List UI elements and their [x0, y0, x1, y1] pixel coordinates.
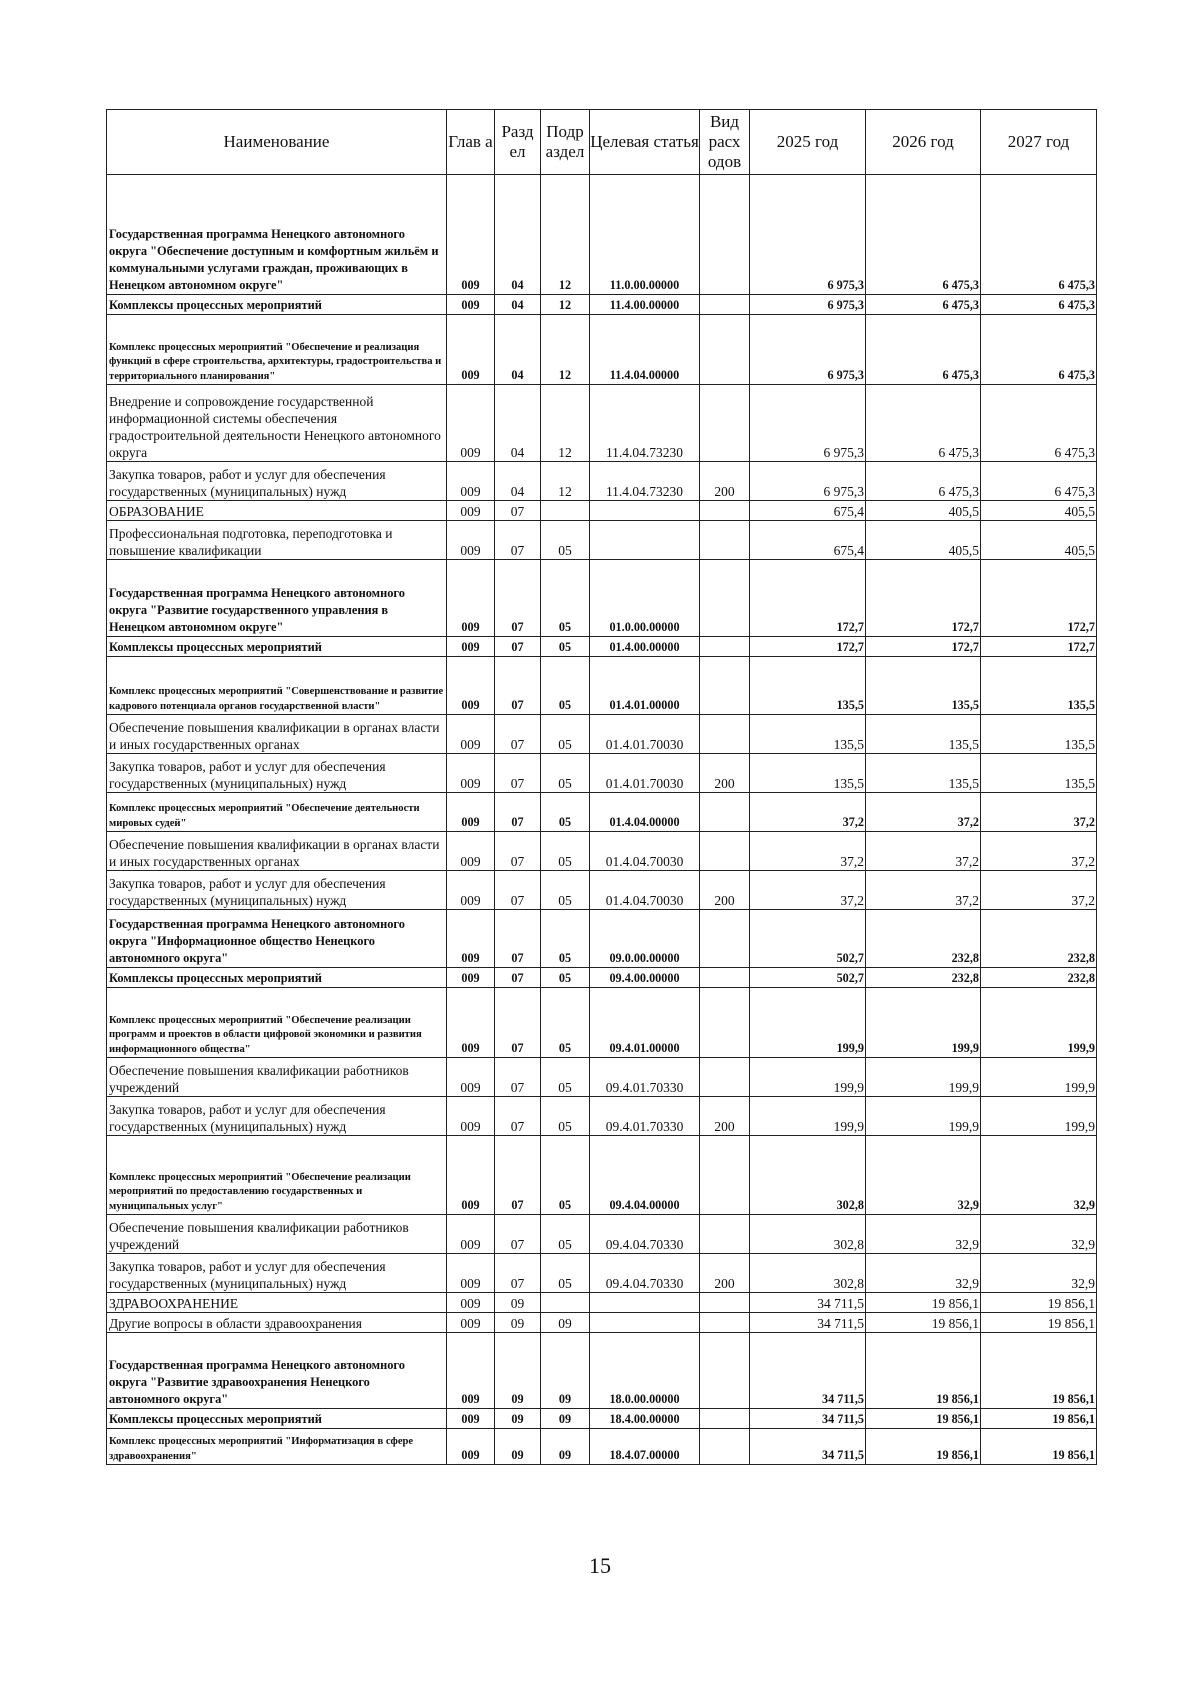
row-podrazdel: [541, 1293, 590, 1313]
row-glava: 009: [447, 637, 495, 657]
row-razdel: 09: [495, 1429, 541, 1465]
row-value-2025: 302,8: [750, 1215, 866, 1254]
row-value-2027: 6 475,3: [981, 385, 1097, 462]
row-razdel: 07: [495, 988, 541, 1058]
row-target-article: 01.4.01.70030: [590, 715, 700, 754]
row-expense-type: [700, 1333, 750, 1409]
row-value-2025: 34 711,5: [750, 1313, 866, 1333]
table-row: [107, 910, 1097, 968]
row-podrazdel: 05: [541, 871, 590, 910]
row-target-article: 18.4.00.00000: [590, 1409, 700, 1429]
row-value-2025: 172,7: [750, 560, 866, 637]
row-expense-type: 200: [700, 754, 750, 793]
row-value-2026: 37,2: [866, 871, 981, 910]
table-row: [107, 1136, 1097, 1215]
row-expense-type: [700, 988, 750, 1058]
row-name: Комплекс процессных мероприятий "Обеспечение деятельности мировых судей": [107, 793, 447, 832]
row-value-2025: 6 975,3: [750, 175, 866, 295]
row-value-2025: 502,7: [750, 910, 866, 968]
table-row: [107, 521, 1097, 560]
row-expense-type: [700, 1293, 750, 1313]
row-value-2025: 135,5: [750, 754, 866, 793]
row-razdel: 07: [495, 1058, 541, 1097]
row-value-2025: 37,2: [750, 871, 866, 910]
row-expense-type: [700, 560, 750, 637]
table-row: [107, 1058, 1097, 1097]
row-value-2026: 6 475,3: [866, 315, 981, 385]
row-podrazdel: 09: [541, 1333, 590, 1409]
row-razdel: 04: [495, 462, 541, 501]
row-expense-type: [700, 1215, 750, 1254]
row-podrazdel: 05: [541, 754, 590, 793]
row-value-2027: 32,9: [981, 1254, 1097, 1293]
row-razdel: 07: [495, 560, 541, 637]
row-glava: 009: [447, 1409, 495, 1429]
table-row: [107, 560, 1097, 637]
row-value-2027: 32,9: [981, 1136, 1097, 1215]
row-name: Закупка товаров, работ и услуг для обеспечения государственных (муниципальных) нужд: [107, 1097, 447, 1136]
row-expense-type: [700, 1409, 750, 1429]
header-2026: 2026 год: [866, 110, 981, 175]
row-expense-type: [700, 657, 750, 715]
row-value-2025: 34 711,5: [750, 1333, 866, 1409]
row-value-2027: 172,7: [981, 637, 1097, 657]
row-podrazdel: 12: [541, 175, 590, 295]
row-podrazdel: 05: [541, 832, 590, 871]
row-target-article: 09.4.01.70330: [590, 1058, 700, 1097]
row-expense-type: [700, 832, 750, 871]
table-row: [107, 501, 1097, 521]
row-glava: 009: [447, 1058, 495, 1097]
row-razdel: 07: [495, 657, 541, 715]
row-razdel: 09: [495, 1313, 541, 1333]
row-value-2026: 19 856,1: [866, 1429, 981, 1465]
row-value-2027: 37,2: [981, 832, 1097, 871]
row-expense-type: [700, 385, 750, 462]
row-target-article: 01.4.00.00000: [590, 637, 700, 657]
row-value-2025: 34 711,5: [750, 1429, 866, 1465]
row-glava: 009: [447, 910, 495, 968]
header-razdel: Разд ел: [495, 110, 541, 175]
row-razdel: 07: [495, 1097, 541, 1136]
row-podrazdel: 05: [541, 637, 590, 657]
row-value-2025: 172,7: [750, 637, 866, 657]
row-name: Обеспечение повышения квалификации работников учреждений: [107, 1058, 447, 1097]
table-row: [107, 1333, 1097, 1409]
table-row: [107, 1313, 1097, 1333]
table-row: [107, 871, 1097, 910]
row-razdel: 04: [495, 315, 541, 385]
row-name: Комплекс процессных мероприятий "Информатизация в сфере здравоохранения": [107, 1429, 447, 1465]
row-glava: 009: [447, 560, 495, 637]
row-glava: 009: [447, 1215, 495, 1254]
row-podrazdel: 12: [541, 385, 590, 462]
row-value-2026: 405,5: [866, 521, 981, 560]
row-podrazdel: 12: [541, 462, 590, 501]
row-expense-type: [700, 295, 750, 315]
table-row: [107, 988, 1097, 1058]
row-glava: 009: [447, 462, 495, 501]
row-expense-type: [700, 715, 750, 754]
header-target-article: Целевая статья: [590, 110, 700, 175]
row-value-2027: 135,5: [981, 715, 1097, 754]
table-row: [107, 315, 1097, 385]
header-glava: Глав а: [447, 110, 495, 175]
row-target-article: 18.0.00.00000: [590, 1333, 700, 1409]
row-razdel: 04: [495, 175, 541, 295]
row-podrazdel: 09: [541, 1313, 590, 1333]
table-header-row: [107, 110, 1097, 175]
row-value-2026: 232,8: [866, 968, 981, 988]
row-value-2026: 32,9: [866, 1136, 981, 1215]
budget-table: [106, 109, 1097, 1465]
row-value-2026: 135,5: [866, 754, 981, 793]
row-target-article: 09.0.00.00000: [590, 910, 700, 968]
row-value-2025: 34 711,5: [750, 1409, 866, 1429]
row-expense-type: [700, 910, 750, 968]
table-row: [107, 1254, 1097, 1293]
row-value-2025: 135,5: [750, 715, 866, 754]
row-razdel: 07: [495, 871, 541, 910]
row-target-article: [590, 521, 700, 560]
row-glava: 009: [447, 501, 495, 521]
row-value-2027: 232,8: [981, 968, 1097, 988]
row-target-article: 11.4.04.73230: [590, 462, 700, 501]
header-podrazdel: Подр аздел: [541, 110, 590, 175]
row-target-article: [590, 501, 700, 521]
row-podrazdel: 05: [541, 715, 590, 754]
row-target-article: 01.4.01.00000: [590, 657, 700, 715]
row-name: Комплексы процессных мероприятий: [107, 637, 447, 657]
row-value-2025: 37,2: [750, 793, 866, 832]
row-value-2025: 199,9: [750, 1058, 866, 1097]
table-row: [107, 968, 1097, 988]
row-target-article: 11.4.00.00000: [590, 295, 700, 315]
row-glava: 009: [447, 988, 495, 1058]
row-podrazdel: 12: [541, 295, 590, 315]
row-target-article: 11.4.04.00000: [590, 315, 700, 385]
row-value-2026: 6 475,3: [866, 462, 981, 501]
row-value-2026: 19 856,1: [866, 1333, 981, 1409]
row-target-article: 01.4.04.70030: [590, 832, 700, 871]
row-value-2025: 199,9: [750, 1097, 866, 1136]
row-razdel: 07: [495, 521, 541, 560]
row-razdel: 09: [495, 1293, 541, 1313]
table-row: [107, 832, 1097, 871]
row-target-article: 01.0.00.00000: [590, 560, 700, 637]
row-name: Обеспечение повышения квалификации работников учреждений: [107, 1215, 447, 1254]
row-value-2027: 232,8: [981, 910, 1097, 968]
row-name: Внедрение и сопровождение государственной информационной системы обеспечения градостроительной деятельности Ненецкого автономного округа: [107, 385, 447, 462]
row-value-2027: 199,9: [981, 1097, 1097, 1136]
row-name: Комплекс процессных мероприятий "Совершенствование и развитие кадрового потенциала органов государственной власти": [107, 657, 447, 715]
row-target-article: [590, 1313, 700, 1333]
row-value-2025: 6 975,3: [750, 295, 866, 315]
row-expense-type: [700, 637, 750, 657]
row-target-article: 09.4.01.70330: [590, 1097, 700, 1136]
row-value-2027: 37,2: [981, 871, 1097, 910]
row-glava: 009: [447, 657, 495, 715]
row-podrazdel: 09: [541, 1429, 590, 1465]
row-value-2027: 6 475,3: [981, 295, 1097, 315]
row-target-article: 18.4.07.00000: [590, 1429, 700, 1465]
row-podrazdel: 05: [541, 793, 590, 832]
row-expense-type: [700, 968, 750, 988]
row-expense-type: [700, 315, 750, 385]
row-value-2027: 32,9: [981, 1215, 1097, 1254]
table-row: [107, 462, 1097, 501]
row-value-2027: 135,5: [981, 657, 1097, 715]
row-glava: 009: [447, 871, 495, 910]
row-name: Государственная программа Ненецкого автономного округа "Развитие государственного управления в Ненецком автономном округе": [107, 560, 447, 637]
row-value-2027: 19 856,1: [981, 1293, 1097, 1313]
row-podrazdel: [541, 501, 590, 521]
table-row: [107, 175, 1097, 295]
row-value-2026: 199,9: [866, 1058, 981, 1097]
row-value-2026: 6 475,3: [866, 295, 981, 315]
table-row: [107, 754, 1097, 793]
row-value-2027: 6 475,3: [981, 315, 1097, 385]
row-value-2027: 135,5: [981, 754, 1097, 793]
row-target-article: 09.4.04.70330: [590, 1254, 700, 1293]
header-2025: 2025 год: [750, 110, 866, 175]
table-row: [107, 657, 1097, 715]
row-expense-type: [700, 1058, 750, 1097]
row-target-article: 09.4.01.00000: [590, 988, 700, 1058]
row-name: Закупка товаров, работ и услуг для обеспечения государственных (муниципальных) нужд: [107, 754, 447, 793]
row-name: Комплексы процессных мероприятий: [107, 1409, 447, 1429]
row-value-2027: 6 475,3: [981, 462, 1097, 501]
row-glava: 009: [447, 1429, 495, 1465]
table-row: [107, 793, 1097, 832]
row-glava: 009: [447, 385, 495, 462]
row-name: Обеспечение повышения квалификации в органах власти и иных государственных органах: [107, 832, 447, 871]
table-row: [107, 637, 1097, 657]
row-value-2026: 172,7: [866, 560, 981, 637]
row-value-2027: 19 856,1: [981, 1409, 1097, 1429]
row-value-2026: 135,5: [866, 715, 981, 754]
table-row: [107, 1097, 1097, 1136]
row-expense-type: [700, 501, 750, 521]
row-glava: 009: [447, 521, 495, 560]
row-value-2026: 172,7: [866, 637, 981, 657]
row-glava: 009: [447, 1333, 495, 1409]
row-name: Государственная программа Ненецкого автономного округа "Информационное общество Ненецкого автономного округа": [107, 910, 447, 968]
row-razdel: 07: [495, 832, 541, 871]
row-name: Комплекс процессных мероприятий "Обеспечение реализации программ и проектов в области цифровой экономики и развития информационного общества": [107, 988, 447, 1058]
row-value-2026: 19 856,1: [866, 1313, 981, 1333]
row-glava: 009: [447, 1293, 495, 1313]
row-expense-type: 200: [700, 1254, 750, 1293]
row-name: Профессиональная подготовка, переподготовка и повышение квалификации: [107, 521, 447, 560]
header-2027: 2027 год: [981, 110, 1097, 175]
row-value-2027: 19 856,1: [981, 1313, 1097, 1333]
row-glava: 009: [447, 754, 495, 793]
row-expense-type: [700, 1313, 750, 1333]
row-target-article: [590, 1293, 700, 1313]
row-value-2027: 19 856,1: [981, 1429, 1097, 1465]
row-glava: 009: [447, 1136, 495, 1215]
row-value-2025: 302,8: [750, 1254, 866, 1293]
row-expense-type: 200: [700, 1097, 750, 1136]
row-glava: 009: [447, 968, 495, 988]
row-value-2026: 405,5: [866, 501, 981, 521]
row-glava: 009: [447, 1097, 495, 1136]
row-value-2025: 37,2: [750, 832, 866, 871]
row-glava: 009: [447, 175, 495, 295]
row-razdel: 07: [495, 968, 541, 988]
row-value-2025: 199,9: [750, 988, 866, 1058]
row-glava: 009: [447, 315, 495, 385]
row-glava: 009: [447, 793, 495, 832]
row-razdel: 07: [495, 715, 541, 754]
row-value-2026: 6 475,3: [866, 175, 981, 295]
row-name: Закупка товаров, работ и услуг для обеспечения государственных (муниципальных) нужд: [107, 871, 447, 910]
row-value-2025: 135,5: [750, 657, 866, 715]
row-expense-type: 200: [700, 462, 750, 501]
row-podrazdel: 09: [541, 1409, 590, 1429]
row-podrazdel: 05: [541, 988, 590, 1058]
row-target-article: 09.4.04.00000: [590, 1136, 700, 1215]
table-row: [107, 1215, 1097, 1254]
row-name: Комплексы процессных мероприятий: [107, 968, 447, 988]
row-target-article: 11.4.04.73230: [590, 385, 700, 462]
row-name: Закупка товаров, работ и услуг для обеспечения государственных (муниципальных) нужд: [107, 1254, 447, 1293]
row-glava: 009: [447, 1254, 495, 1293]
row-target-article: 09.4.00.00000: [590, 968, 700, 988]
row-value-2025: 675,4: [750, 501, 866, 521]
row-razdel: 07: [495, 1254, 541, 1293]
row-name: Комплексы процессных мероприятий: [107, 295, 447, 315]
row-name: Закупка товаров, работ и услуг для обеспечения государственных (муниципальных) нужд: [107, 462, 447, 501]
row-value-2025: 6 975,3: [750, 462, 866, 501]
row-value-2026: 32,9: [866, 1215, 981, 1254]
header-expense-type: Вид расх одов: [700, 110, 750, 175]
row-glava: 009: [447, 295, 495, 315]
table-row: [107, 1293, 1097, 1313]
row-expense-type: [700, 793, 750, 832]
row-razdel: 07: [495, 1136, 541, 1215]
row-value-2025: 6 975,3: [750, 315, 866, 385]
row-name: Государственная программа Ненецкого автономного округа "Обеспечение доступным и комфортным жильём и коммунальными услугами граждан, проживающих в Ненецком автономном округе": [107, 175, 447, 295]
row-value-2026: 32,9: [866, 1254, 981, 1293]
row-name: Комплекс процессных мероприятий "Обеспечение реализации мероприятий по предоставлению государственных и муниципальных услуг": [107, 1136, 447, 1215]
row-expense-type: [700, 1429, 750, 1465]
row-razdel: 07: [495, 910, 541, 968]
row-value-2026: 37,2: [866, 793, 981, 832]
row-name: ЗДРАВООХРАНЕНИЕ: [107, 1293, 447, 1313]
row-value-2027: 199,9: [981, 1058, 1097, 1097]
row-razdel: 09: [495, 1333, 541, 1409]
row-glava: 009: [447, 832, 495, 871]
table-row: [107, 715, 1097, 754]
row-podrazdel: 12: [541, 315, 590, 385]
row-podrazdel: 05: [541, 560, 590, 637]
table-row: [107, 385, 1097, 462]
table-row: [107, 1409, 1097, 1429]
row-value-2026: 135,5: [866, 657, 981, 715]
row-glava: 009: [447, 715, 495, 754]
row-value-2026: 37,2: [866, 832, 981, 871]
row-value-2025: 502,7: [750, 968, 866, 988]
row-podrazdel: 05: [541, 910, 590, 968]
page-number: 15: [589, 1553, 611, 1578]
row-value-2027: 37,2: [981, 793, 1097, 832]
row-podrazdel: 05: [541, 1254, 590, 1293]
row-razdel: 04: [495, 295, 541, 315]
row-razdel: 07: [495, 1215, 541, 1254]
row-name: Обеспечение повышения квалификации в органах власти и иных государственных органах: [107, 715, 447, 754]
row-podrazdel: 05: [541, 521, 590, 560]
row-target-article: 11.0.00.00000: [590, 175, 700, 295]
row-expense-type: 200: [700, 871, 750, 910]
row-name: Другие вопросы в области здравоохранения: [107, 1313, 447, 1333]
row-value-2025: 675,4: [750, 521, 866, 560]
row-value-2027: 6 475,3: [981, 175, 1097, 295]
row-value-2027: 405,5: [981, 501, 1097, 521]
row-razdel: 04: [495, 385, 541, 462]
row-value-2025: 6 975,3: [750, 385, 866, 462]
row-value-2026: 6 475,3: [866, 385, 981, 462]
row-name: Комплекс процессных мероприятий "Обеспечение и реализация функций в сфере строительства, архитектуры, градостроительства и территориального планирования": [107, 315, 447, 385]
row-podrazdel: 05: [541, 1058, 590, 1097]
row-target-article: 01.4.04.70030: [590, 871, 700, 910]
row-value-2025: 302,8: [750, 1136, 866, 1215]
row-podrazdel: 05: [541, 657, 590, 715]
row-glava: 009: [447, 1313, 495, 1333]
row-value-2026: 19 856,1: [866, 1409, 981, 1429]
row-value-2027: 199,9: [981, 988, 1097, 1058]
row-expense-type: [700, 1136, 750, 1215]
row-value-2026: 199,9: [866, 1097, 981, 1136]
row-value-2026: 19 856,1: [866, 1293, 981, 1313]
row-expense-type: [700, 175, 750, 295]
row-value-2027: 19 856,1: [981, 1333, 1097, 1409]
row-razdel: 07: [495, 754, 541, 793]
row-value-2025: 34 711,5: [750, 1293, 866, 1313]
row-razdel: 07: [495, 793, 541, 832]
row-razdel: 07: [495, 501, 541, 521]
row-podrazdel: 05: [541, 1136, 590, 1215]
row-razdel: 07: [495, 637, 541, 657]
row-razdel: 09: [495, 1409, 541, 1429]
row-expense-type: [700, 521, 750, 560]
row-target-article: 09.4.04.70330: [590, 1215, 700, 1254]
row-podrazdel: 05: [541, 1215, 590, 1254]
row-podrazdel: 05: [541, 1097, 590, 1136]
row-value-2027: 172,7: [981, 560, 1097, 637]
row-podrazdel: 05: [541, 968, 590, 988]
row-name: Государственная программа Ненецкого автономного округа "Развитие здравоохранения Ненецкого автономного округа": [107, 1333, 447, 1409]
row-name: ОБРАЗОВАНИЕ: [107, 501, 447, 521]
table-row: [107, 295, 1097, 315]
row-value-2026: 199,9: [866, 988, 981, 1058]
row-value-2026: 232,8: [866, 910, 981, 968]
row-value-2027: 405,5: [981, 521, 1097, 560]
table-row: [107, 1429, 1097, 1465]
row-target-article: 01.4.01.70030: [590, 754, 700, 793]
header-name: Наименование: [107, 110, 447, 175]
table-body: [107, 175, 1097, 1465]
row-target-article: 01.4.04.00000: [590, 793, 700, 832]
